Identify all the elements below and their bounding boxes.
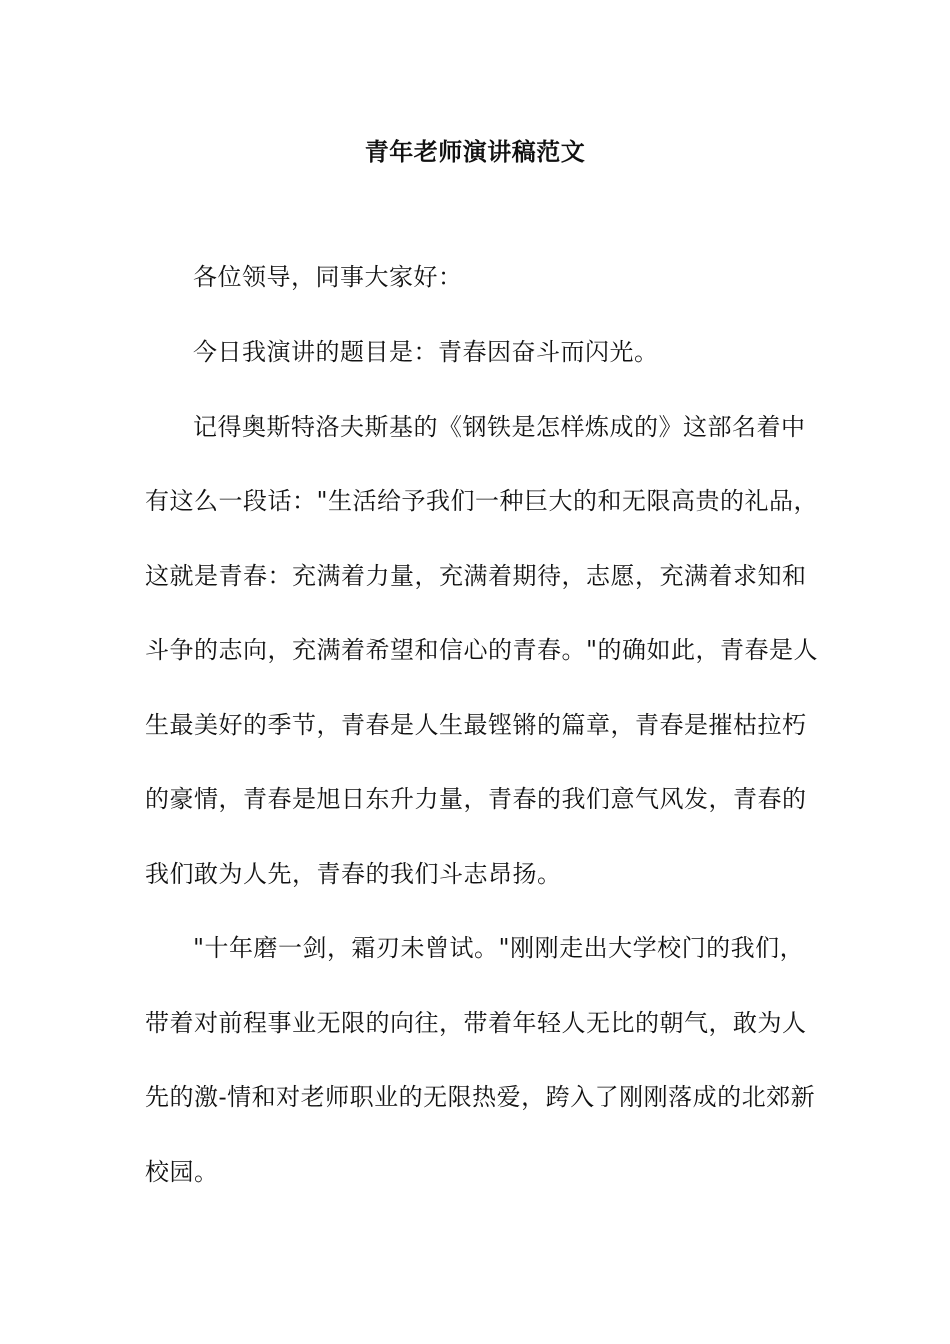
paragraph-line: 的豪情，青春是旭日东升力量，青春的我们意气风发，青春的 bbox=[145, 785, 807, 813]
paragraph-line: 校园。 bbox=[145, 1158, 219, 1186]
document-title: 青年老师演讲稿范文 bbox=[364, 137, 586, 166]
paragraph-line: 各位领导，同事大家好： bbox=[193, 263, 463, 291]
paragraph-line: 生最美好的季节，青春是人生最铿锵的篇章，青春是摧枯拉朽 bbox=[145, 711, 807, 739]
paragraph-line: "十年磨一剑，霜刃未曾试。"刚刚走出大学校门的我们， bbox=[193, 934, 805, 962]
paragraph-line: 记得奥斯特洛夫斯基的《钢铁是怎样炼成的》这部名着中 bbox=[193, 413, 806, 441]
paragraph-line: 带着对前程事业无限的向往，带着年轻人无比的朝气，敢为人 bbox=[145, 1009, 807, 1037]
paragraph-line: 斗争的志向，充满着希望和信心的青春。"的确如此，青春是人 bbox=[145, 636, 819, 664]
paragraph-line: 我们敢为人先，青春的我们斗志昂扬。 bbox=[145, 860, 562, 888]
paragraph-line: 这就是青春：充满着力量，充满着期待，志愿，充满着求知和 bbox=[145, 562, 807, 590]
paragraph-line: 先的激-情和对老师职业的无限热爱，跨入了刚刚落成的北郊新 bbox=[145, 1083, 816, 1111]
paragraph-line: 今日我演讲的题目是：青春因奋斗而闪光。 bbox=[193, 338, 659, 366]
paragraph-line: 有这么一段话："生活给予我们一种巨大的和无限高贵的礼品， bbox=[145, 487, 819, 515]
